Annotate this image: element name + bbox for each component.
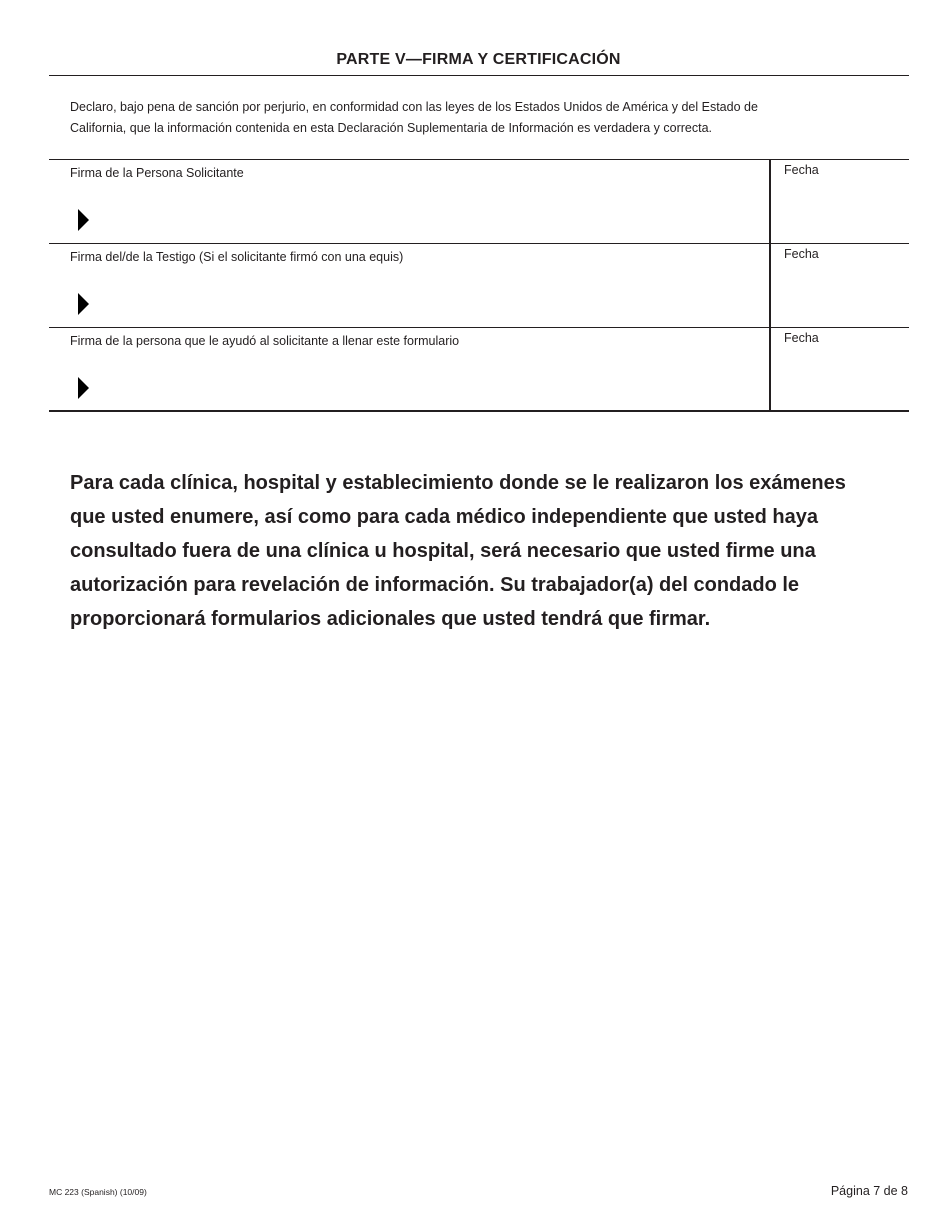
- declaration-text: [70, 97, 880, 139]
- notice-line: consultado fuera de una clínica u hospital, será necesario que usted firme una: [70, 540, 816, 562]
- signature-row-helper: [49, 327, 909, 412]
- release-notice: [70, 466, 910, 636]
- date-label: Fecha: [784, 331, 819, 345]
- notice-line: proporcionará formularios adicionales que usted tendrá que firmar.: [70, 608, 711, 630]
- signature-label: Firma del/de la Testigo (Si el solicitante firmó con una equis): [70, 250, 404, 264]
- signature-table: [49, 159, 909, 411]
- signature-row-witness: [49, 243, 909, 328]
- notice-line: Para cada clínica, hospital y establecimiento donde se le realizaron los exámenes: [70, 472, 846, 494]
- notice-line: que usted enumere, así como para cada médico independiente que usted haya: [70, 506, 818, 528]
- table-bottom-rule: [49, 410, 909, 412]
- page-title: PARTE V—FIRMA Y CERTIFICACIÓN: [336, 51, 621, 68]
- signature-arrow-icon: [78, 377, 89, 399]
- date-label: Fecha: [784, 247, 819, 261]
- signature-row-applicant: [49, 159, 909, 244]
- title-rule: [49, 75, 909, 76]
- declaration-line: California, que la información contenida en esta Declaración Suplementaria de Información es verdadera y correcta.: [70, 121, 713, 135]
- signature-arrow-icon: [78, 293, 89, 315]
- declaration-line: Declaro, bajo pena de sanción por perjurio, en conformidad con las leyes de los Estados Unidos de América y del Estado de: [70, 100, 758, 114]
- signature-arrow-icon: [78, 209, 89, 231]
- page-number: Página 7 de 8: [830, 1184, 908, 1198]
- signature-label: Firma de la persona que le ayudó al solicitante a llenar este formulario: [70, 334, 460, 348]
- notice-line: autorización para revelación de información. Su trabajador(a) del condado le: [70, 574, 800, 596]
- date-label: Fecha: [784, 163, 819, 177]
- form-id: MC 223 (Spanish) (10/09): [49, 1187, 147, 1197]
- date-column-divider: [769, 159, 771, 411]
- signature-label: Firma de la Persona Solicitante: [70, 166, 244, 180]
